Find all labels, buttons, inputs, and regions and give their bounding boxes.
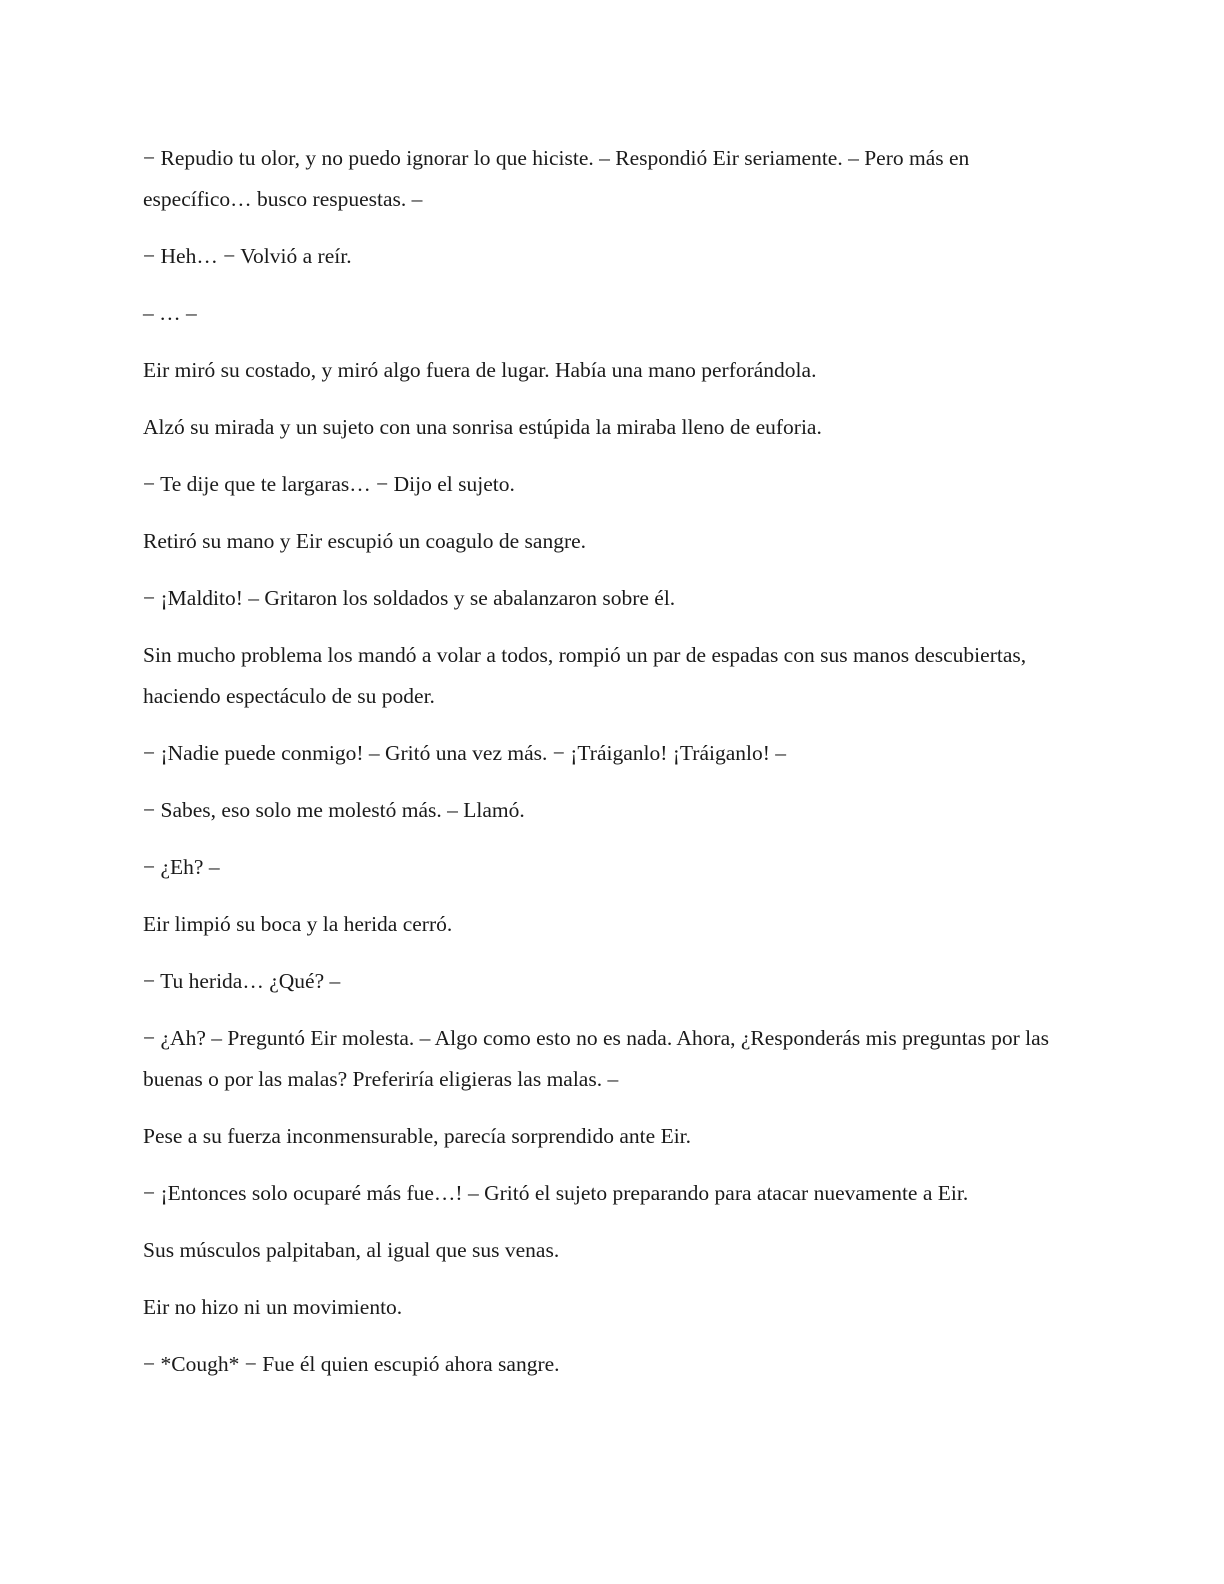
paragraph: − Repudio tu olor, y no puedo ignorar lo que hiciste. – Respondió Eir seriamente. – Pero más en específico… busco respuestas. – — [143, 146, 970, 211]
paragraph: − Te dije que te largaras… − Dijo el sujeto. — [143, 472, 515, 496]
paragraph: − *Cough* − Fue él quien escupió ahora sangre. — [143, 1352, 560, 1376]
paragraph: Retiró su mano y Eir escupió un coagulo de sangre. — [143, 529, 587, 553]
paragraph: − Tu herida… ¿Qué? – — [143, 969, 341, 993]
paragraph: Alzó su mirada y un sujeto con una sonrisa estúpida la miraba lleno de euforia. — [143, 415, 822, 439]
paragraph: − ¡Maldito! – Gritaron los soldados y se abalanzaron sobre él. — [143, 586, 676, 610]
document-page — [143, 138, 1073, 1401]
paragraph: − Sabes, eso solo me molestó más. – Llamó. — [143, 798, 525, 822]
paragraph: − ¡Nadie puede conmigo! – Gritó una vez más. − ¡Tráiganlo! ¡Tráiganlo! – — [143, 741, 787, 765]
paragraph: – … – — [143, 301, 197, 325]
paragraph: Sin mucho problema los mandó a volar a todos, rompió un par de espadas con sus manos descubiertas, haciendo espectáculo de su poder. — [143, 643, 1027, 708]
paragraph: Pese a su fuerza inconmensurable, parecía sorprendido ante Eir. — [143, 1124, 692, 1148]
paragraph: − ¿Eh? – — [143, 855, 220, 879]
paragraph: − Heh… − Volvió a reír. — [143, 244, 352, 268]
paragraph: Eir no hizo ni un movimiento. — [143, 1295, 403, 1319]
paragraph: − ¡Entonces solo ocuparé más fue…! – Gritó el sujeto preparando para atacar nuevamente a Eir. — [143, 1181, 969, 1205]
paragraph: Sus músculos palpitaban, al igual que sus venas. — [143, 1238, 560, 1262]
paragraph: − ¿Ah? – Preguntó Eir molesta. – Algo como esto no es nada. Ahora, ¿Responderás mis preguntas por las buenas o por las malas? Preferiría eligieras las malas. – — [143, 1026, 1049, 1091]
paragraph: Eir miró su costado, y miró algo fuera de lugar. Había una mano perforándola. — [143, 358, 817, 382]
paragraph: Eir limpió su boca y la herida cerró. — [143, 912, 453, 936]
